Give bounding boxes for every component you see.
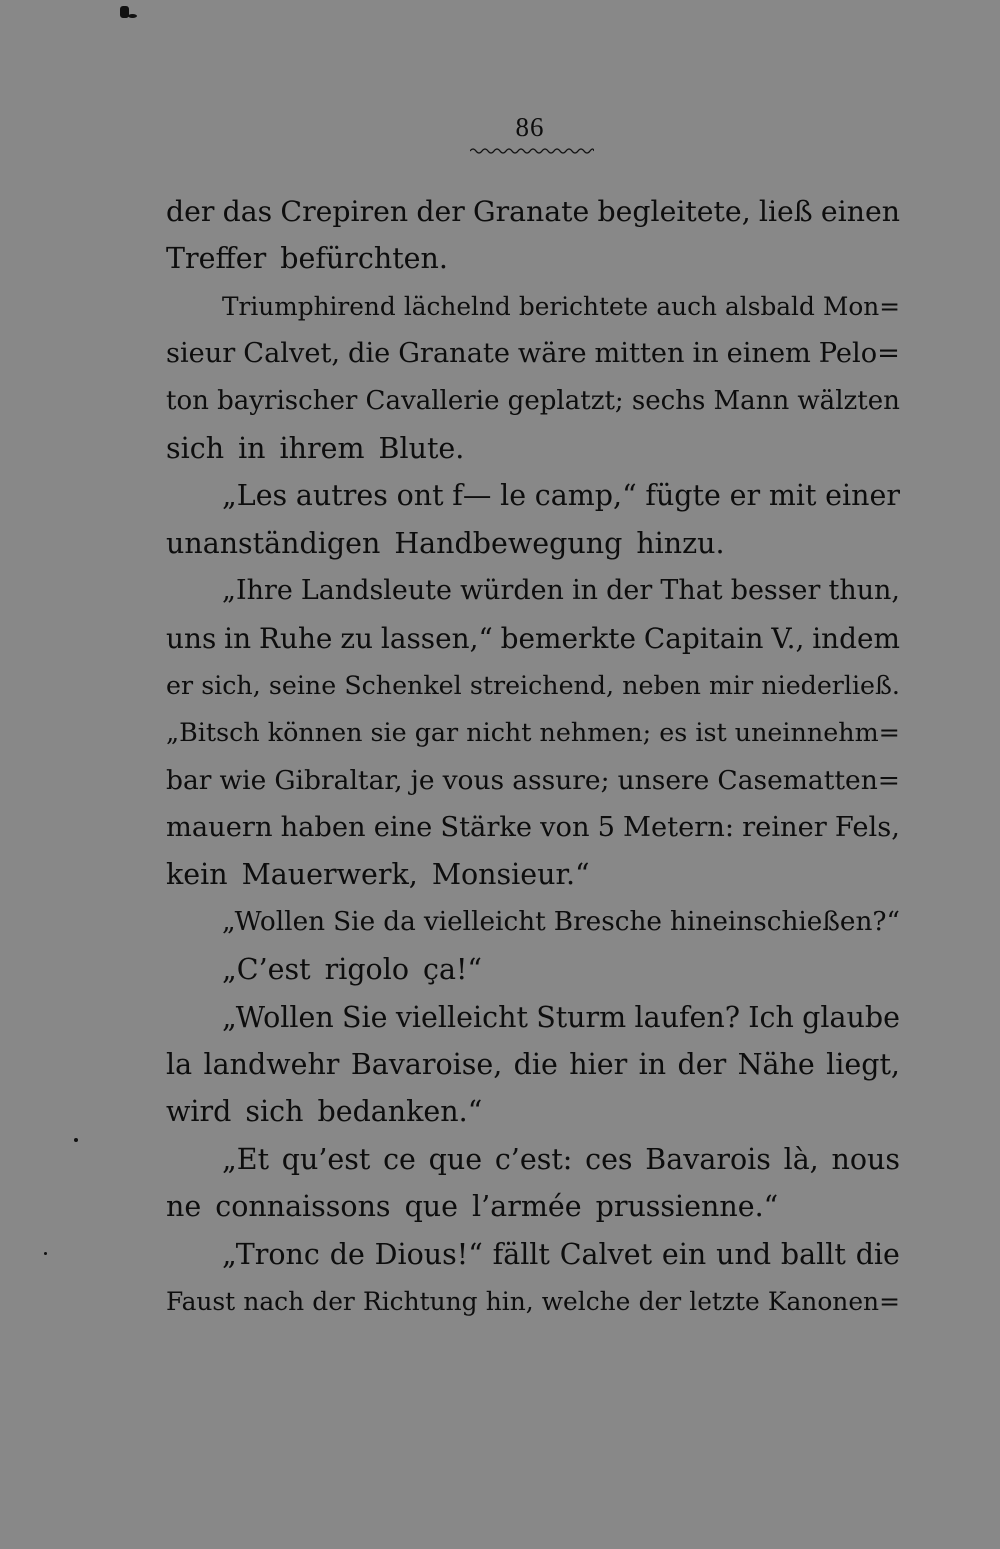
word: prussienne.“ (595, 1190, 779, 1224)
word: letzte (689, 1286, 760, 1316)
word: V., (771, 621, 805, 655)
word: gar (414, 717, 459, 748)
word: That (660, 575, 723, 607)
word: Landsleute (300, 575, 452, 607)
word: der (416, 195, 465, 228)
word: Stärke (440, 812, 533, 844)
word: ce (383, 1142, 416, 1176)
word: der (312, 1286, 355, 1316)
text-line (166, 330, 900, 377)
text-line (166, 851, 900, 898)
word: können (267, 717, 363, 748)
word: mitten (594, 338, 685, 370)
word: Mon= (822, 291, 900, 321)
body-text (166, 188, 900, 1325)
word: eine (373, 812, 433, 844)
word: vielleicht (395, 1000, 528, 1034)
word: uns (166, 621, 217, 655)
word: einen (820, 195, 900, 228)
word: Handbewegung (394, 526, 623, 560)
text-line (166, 1136, 900, 1183)
word: Casematten= (717, 764, 900, 796)
word: der (677, 1048, 727, 1082)
margin-speck (74, 1138, 78, 1142)
word: là, (783, 1142, 819, 1176)
word: das (222, 195, 273, 228)
text-line (166, 520, 900, 567)
text-line (166, 757, 900, 804)
word: Fels, (834, 812, 900, 844)
word: sich (166, 431, 225, 465)
word: begleitete, (597, 195, 751, 228)
word: und (716, 1237, 772, 1271)
word: Dious!“ (374, 1237, 483, 1271)
text-line (166, 235, 900, 282)
margin-speck (44, 1252, 47, 1255)
word: Granate (472, 195, 590, 228)
text-line (166, 283, 900, 330)
word: niederließ. (761, 670, 900, 700)
word: von (540, 812, 590, 844)
word: landwehr (203, 1048, 340, 1082)
text-line (166, 899, 900, 946)
word: die (348, 338, 391, 370)
word: Nähe (737, 1048, 815, 1082)
word: ist (695, 717, 727, 748)
word: ein (661, 1237, 707, 1271)
word: „Et (222, 1142, 270, 1176)
word: seine (268, 670, 337, 700)
word: Mauerwerk, (241, 858, 418, 892)
word: vous (442, 764, 505, 796)
word: Faust (166, 1286, 236, 1316)
text-line (166, 709, 900, 756)
word: Kanonen= (767, 1286, 900, 1316)
word: die (855, 1237, 900, 1271)
word: besser (730, 575, 821, 607)
word: Bresche (553, 906, 662, 937)
word: ne (166, 1190, 202, 1224)
word: zu (340, 621, 374, 655)
wavy-rule-ornament (470, 146, 594, 156)
word: ließ (758, 195, 813, 228)
word: wie (219, 764, 267, 796)
word: nach (243, 1286, 305, 1316)
word: „Les (222, 479, 288, 513)
word: unanständigen (166, 526, 381, 560)
word: ihrem (279, 431, 365, 465)
word: Blute. (378, 431, 465, 465)
word: Treffer (166, 242, 267, 276)
word: Calvet, (243, 338, 341, 370)
word: bedanken.“ (317, 1095, 483, 1129)
word: nous (831, 1142, 900, 1176)
word: mauern (166, 812, 273, 844)
word: der (166, 195, 215, 228)
word: streichend, (469, 670, 615, 700)
word: ton (166, 385, 209, 416)
word: sechs (631, 385, 706, 416)
word: Sturm (536, 1000, 627, 1034)
text-line (166, 472, 900, 519)
word: fügte (645, 479, 721, 513)
word: würden (460, 575, 564, 607)
word: de (329, 1237, 365, 1271)
word: „C’est (222, 953, 311, 987)
text-line (166, 946, 900, 993)
word: ballt (780, 1237, 846, 1271)
word: einem (726, 338, 811, 370)
text-line (166, 425, 900, 472)
word: bayrischer (217, 385, 358, 416)
text-line (166, 615, 900, 662)
text-line (166, 994, 900, 1041)
word: hineinschießen?“ (670, 906, 900, 937)
word: der (638, 1286, 682, 1316)
word: glaube (802, 1000, 900, 1034)
text-line (166, 378, 900, 425)
word: camp,“ (534, 479, 637, 513)
word: Richtung (362, 1286, 478, 1316)
word: Ruhe (258, 621, 333, 655)
text-line (166, 1183, 900, 1230)
word: Crepiren (280, 195, 409, 228)
word: „Wollen (222, 1000, 334, 1034)
word: er (166, 670, 194, 700)
word: bemerkte (500, 621, 636, 655)
word: „Ihre (222, 575, 293, 607)
word: alsbald (725, 291, 815, 321)
word: die (513, 1048, 558, 1082)
word: mit (768, 479, 817, 513)
word: l’armée (472, 1190, 582, 1224)
word: Cavallerie (365, 385, 500, 416)
word: Sie (342, 1000, 388, 1034)
word: „Tronc (222, 1237, 320, 1271)
word: es (659, 717, 688, 748)
word: bar (166, 764, 212, 796)
margin-speck (128, 14, 137, 18)
word: kein (166, 858, 228, 892)
text-line (166, 1231, 900, 1278)
word: Gibraltar, (274, 764, 403, 796)
word: er (729, 479, 761, 513)
word: le (500, 479, 527, 513)
word: auch (656, 291, 717, 321)
word: Monsieur.“ (431, 858, 590, 892)
word: reiner (742, 812, 827, 844)
word: neben (622, 670, 701, 700)
word: 5 (597, 812, 615, 844)
word: Metern: (623, 812, 735, 844)
word: nicht (466, 717, 532, 748)
word: wäre (517, 338, 587, 370)
word: berichtete (518, 291, 649, 321)
word: indem (812, 621, 900, 655)
word: Sie (333, 906, 376, 937)
word: Calvet (559, 1237, 653, 1271)
word: thun, (828, 575, 900, 607)
word: que (428, 1142, 483, 1176)
word: liegt, (826, 1048, 900, 1082)
word: lächelnd (403, 291, 511, 321)
word: hinzu. (636, 526, 725, 560)
word: sich, (201, 670, 261, 700)
word: c’est: (494, 1142, 573, 1176)
word: sieur (166, 338, 236, 370)
word: Ich (748, 1000, 794, 1034)
word: vielleicht (423, 906, 546, 937)
page-number: 86 (515, 112, 545, 142)
word: assure; (512, 764, 610, 796)
text-line (166, 188, 900, 235)
word: Capitain (643, 621, 764, 655)
word: nehmen; (539, 717, 652, 748)
text-line (166, 662, 900, 709)
word: befürchten. (280, 242, 448, 276)
word: ces (585, 1142, 633, 1176)
word: da (383, 906, 416, 937)
word: uneinnehm= (734, 717, 900, 748)
word: wird (166, 1095, 232, 1129)
word: hier (569, 1048, 628, 1082)
word: in (238, 431, 266, 465)
word: Triumphirend (222, 291, 396, 321)
word: f— (452, 479, 492, 513)
word: lassen,“ (380, 621, 493, 655)
word: „Bitsch (166, 717, 260, 748)
word: geplatzt; (507, 385, 624, 416)
word: Bavarois (645, 1142, 771, 1176)
word: sich (245, 1095, 304, 1129)
word: einer (825, 479, 900, 513)
word: ont (396, 479, 444, 513)
word: in (224, 621, 252, 655)
word: je (410, 764, 435, 796)
word: „Wollen (222, 906, 326, 937)
word: Pelo= (818, 338, 900, 370)
word: der (606, 575, 653, 607)
word: unsere (617, 764, 710, 796)
word: welche (541, 1286, 631, 1316)
text-line (166, 567, 900, 614)
word: sie (370, 717, 407, 748)
word: ça!“ (423, 953, 482, 987)
word: wälzten (797, 385, 900, 416)
word: connaissons (215, 1190, 391, 1224)
word: laufen? (634, 1000, 740, 1034)
text-line (166, 1041, 900, 1088)
word: in (692, 338, 719, 370)
word: in (638, 1048, 667, 1082)
word: mir (709, 670, 754, 700)
word: hin, (485, 1286, 534, 1316)
word: in (572, 575, 599, 607)
word: Bavaroise, (350, 1048, 503, 1082)
word: haben (280, 812, 366, 844)
word: autres (295, 479, 388, 513)
word: rigolo (324, 953, 409, 987)
text-line (166, 804, 900, 851)
word: Schenkel (344, 670, 462, 700)
word: la (166, 1048, 193, 1082)
text-line (166, 1278, 900, 1325)
word: Mann (713, 385, 790, 416)
word: fällt (492, 1237, 550, 1271)
text-line (166, 1088, 900, 1135)
word: que (404, 1190, 459, 1224)
word: qu’est (281, 1142, 371, 1176)
word: Granate (398, 338, 510, 370)
